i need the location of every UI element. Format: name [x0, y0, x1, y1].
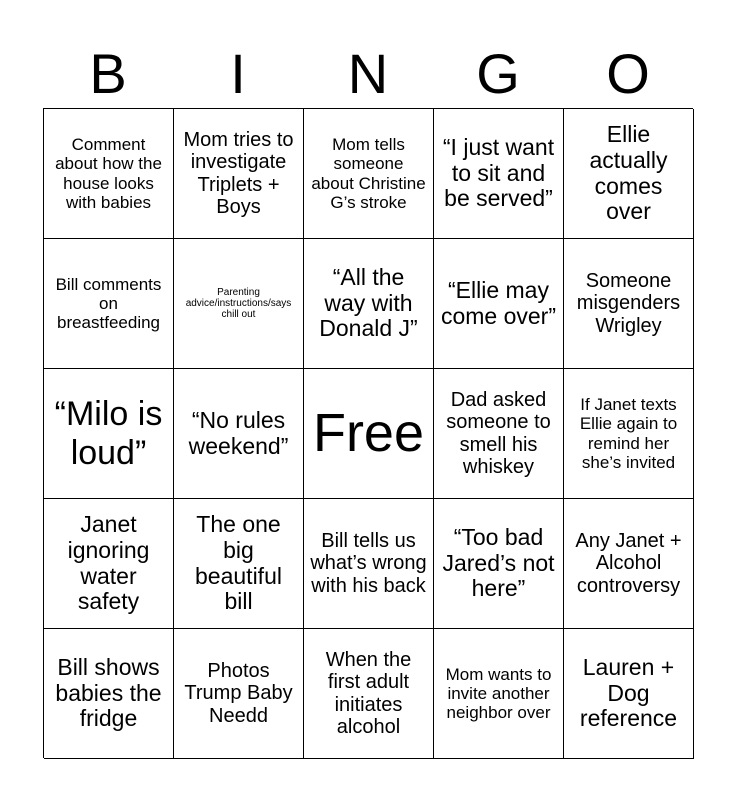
bingo-cell[interactable]: [44, 499, 174, 629]
cell-text: Bill shows babies the fridge: [55, 653, 162, 732]
cell-text: “All the way with Donald J”: [319, 263, 418, 342]
cell-text: When the first adult initiates alcohol: [325, 648, 412, 738]
bingo-cell[interactable]: [304, 109, 434, 239]
bingo-cell[interactable]: [564, 629, 694, 759]
free-space-cell[interactable]: [304, 369, 434, 499]
cell-text: “No rules weekend”: [188, 406, 289, 459]
bingo-cell[interactable]: [44, 629, 174, 759]
free-space-text: Free: [312, 403, 425, 464]
cell-text: Bill tells us what’s wrong with his back: [310, 529, 427, 597]
cell-text: Mom tries to investigate Triplets + Boys: [183, 128, 294, 218]
cell-text: Comment about how the house looks with babies: [55, 135, 162, 212]
cell-text: Any Janet + Alcohol controversy: [575, 529, 682, 597]
bingo-cell[interactable]: [434, 499, 564, 629]
bingo-cell[interactable]: [44, 239, 174, 369]
cell-text: Lauren + Dog reference: [579, 653, 678, 732]
bingo-cell[interactable]: [304, 629, 434, 759]
cell-text: If Janet texts Ellie again to remind her she’s invited: [579, 395, 678, 472]
bingo-cell[interactable]: [564, 109, 694, 239]
cell-text: Janet ignoring water safety: [67, 511, 150, 615]
cell-text: Bill comments on breastfeeding: [55, 274, 162, 333]
bingo-cell[interactable]: [174, 369, 304, 499]
bingo-board: [43, 108, 693, 758]
bingo-cell[interactable]: [564, 499, 694, 629]
bingo-header: [43, 40, 693, 108]
cell-text: “Milo is loud”: [54, 395, 163, 472]
bingo-cell[interactable]: [174, 239, 304, 369]
header-letter-b: B: [89, 42, 127, 105]
bingo-cell[interactable]: [434, 629, 564, 759]
bingo-cell[interactable]: [44, 369, 174, 499]
bingo-cell[interactable]: [434, 239, 564, 369]
cell-text: “I just want to sit and be served”: [442, 133, 555, 212]
cell-text: Dad asked someone to smell his whiskey: [446, 388, 551, 478]
bingo-cell[interactable]: [304, 239, 434, 369]
cell-text: Mom wants to invite another neighbor over: [445, 664, 552, 723]
bingo-cell[interactable]: [174, 499, 304, 629]
header-letter-o: O: [606, 42, 650, 105]
cell-text: “Ellie may come over”: [440, 276, 557, 329]
cell-text: Photos Trump Baby Needd: [184, 659, 293, 727]
cell-text: The one big beautiful bill: [195, 511, 282, 615]
header-letter-i: I: [230, 42, 246, 105]
bingo-cell[interactable]: [564, 369, 694, 499]
cell-text: Parenting advice/instructions/says chill out: [185, 286, 292, 321]
bingo-cell[interactable]: [564, 239, 694, 369]
bingo-cell[interactable]: [174, 629, 304, 759]
header-letter-n: N: [347, 42, 389, 105]
cell-text: Ellie actually comes over: [589, 121, 668, 225]
bingo-cell[interactable]: [44, 109, 174, 239]
bingo-cell[interactable]: [304, 499, 434, 629]
bingo-cell[interactable]: [434, 109, 564, 239]
bingo-cell[interactable]: [434, 369, 564, 499]
cell-text: Someone misgenders Wrigley: [576, 269, 681, 337]
bingo-cell[interactable]: [174, 109, 304, 239]
cell-text: “Too bad Jared’s not here”: [442, 523, 555, 602]
cell-text: Mom tells someone about Christine G’s stroke: [311, 135, 426, 212]
header-letter-g: G: [476, 42, 520, 105]
